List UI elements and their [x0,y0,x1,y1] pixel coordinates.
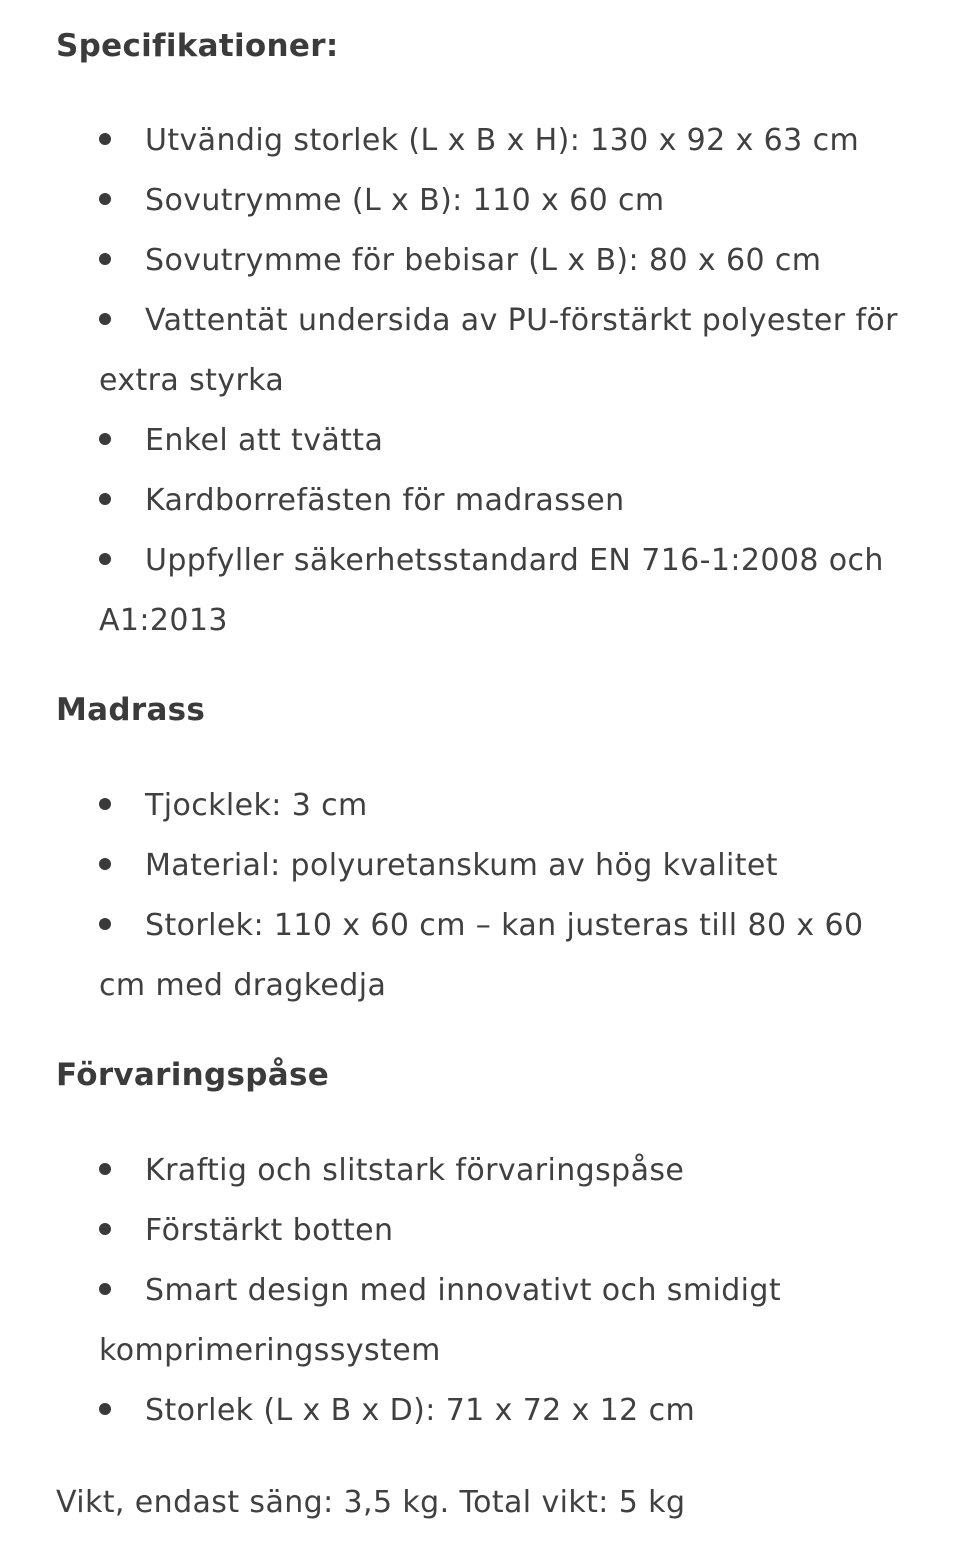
list-item: Utvändig storlek (L x B x H): 130 x 92 x 63 cm [99,111,909,171]
bullet-icon [99,1403,111,1415]
list-item: Sovutrymme för bebisar (L x B): 80 x 60 cm [99,231,909,291]
list-item: Material: polyuretanskum av hög kvalitet [99,836,909,896]
mattress-heading: Madrass [56,692,206,728]
bullet-icon [99,1163,111,1175]
specifications-heading: Specifikationer: [56,28,339,64]
bullet-icon [99,493,111,505]
list-item: Kraftig och slitstark förvaringspåse [99,1141,909,1201]
list-item: Storlek: 110 x 60 cm – kan justeras till 80 x 60 cm med dragkedja [99,908,864,1003]
list-item: Smart design med innovativt och smidigt komprimeringssystem [99,1273,781,1368]
bullet-icon [99,918,111,930]
bullet-icon [99,193,111,205]
list-item: Sovutrymme (L x B): 110 x 60 cm [99,171,909,231]
list-item: Uppfyller säkerhetsstandard EN 716-1:2008 och A1:2013 [99,543,884,638]
storage-bag-list [99,1141,909,1441]
bullet-icon [99,433,111,445]
storage-bag-heading: Förvaringspåse [56,1057,330,1093]
bullet-icon [99,313,111,325]
bullet-icon [99,798,111,810]
bullet-icon [99,553,111,565]
bullet-icon [99,858,111,870]
list-item: Storlek (L x B x D): 71 x 72 x 12 cm [99,1381,909,1441]
list-item: Tjocklek: 3 cm [99,776,909,836]
mattress-list [99,776,909,1016]
specifications-list [99,111,909,651]
bullet-icon [99,253,111,265]
list-item: Kardborrefästen för madrassen [99,471,909,531]
list-item: Förstärkt botten [99,1201,909,1261]
bullet-icon [99,1223,111,1235]
bullet-icon [99,1283,111,1295]
weight-text: Vikt, endast säng: 3,5 kg. Total vikt: 5 kg [56,1485,686,1520]
bullet-icon [99,133,111,145]
list-item: Vattentät undersida av PU-förstärkt polyester för extra styrka [99,303,898,398]
list-item: Enkel att tvätta [99,411,909,471]
